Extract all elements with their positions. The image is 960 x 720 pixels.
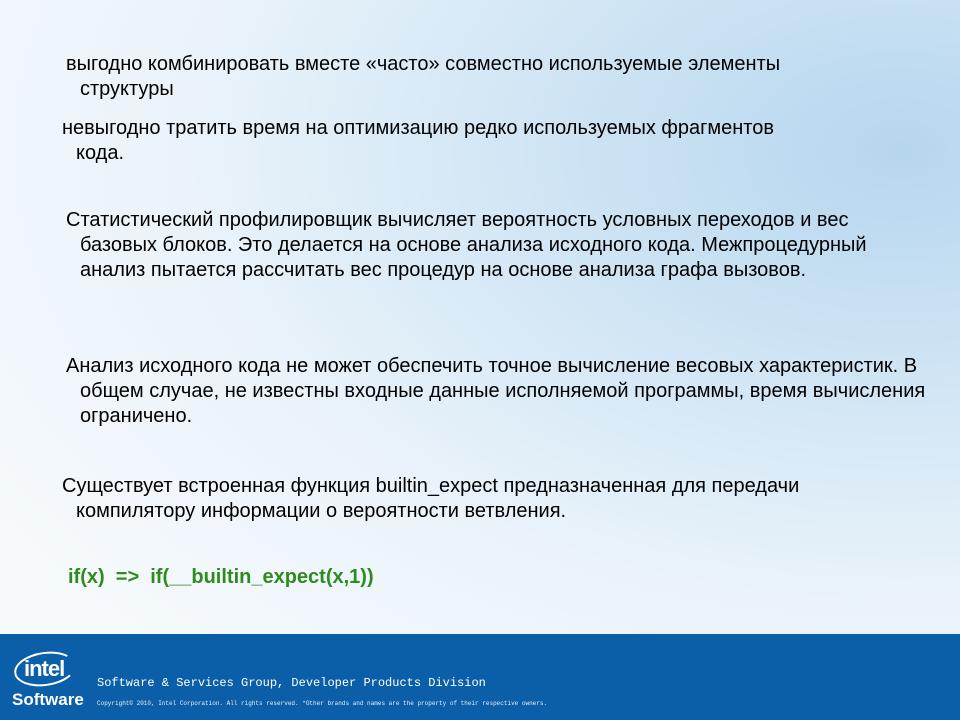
footer-bar <box>0 634 960 720</box>
paragraph-4: Анализ исходного кода не может обеспечить точное вычисление весовых характеристик. В общем случае, не известны входные данные исполняемой программы, время вычисления ограничено. <box>66 355 926 427</box>
logo-intel-text: intel <box>24 656 65 681</box>
paragraph-2: невыгодно тратить время на оптимизацию редко используемых фрагментов кода. <box>62 117 774 164</box>
paragraph-5: Существует встроенная функция builtin_expect предназначенная для передачи компилятору информации о вероятности ветвления. <box>62 475 800 522</box>
division-text: Software & Services Group, Developer Products Division <box>97 676 486 690</box>
intel-software-logo <box>10 646 84 716</box>
copyright-text: Copyright© 2010, Intel Corporation. All rights reserved. *Other brands and names are the property of their respective owners. <box>97 700 548 707</box>
logo-software-text: Software <box>12 690 84 709</box>
code-example: if(x) => if(__builtin_expect(x,1)) <box>68 566 374 588</box>
paragraph-3: Статистический профилировщик вычисляет вероятность условных переходов и вес базовых блоков. Это делается на основе анализа исходного кода. Межпроцедурный анализ пытается рассчитать вес процедур на основе анализа графа вызовов. <box>66 209 867 281</box>
paragraph-1: выгодно комбинировать вместе «часто» совместно используемые элементы структуры <box>66 53 781 100</box>
